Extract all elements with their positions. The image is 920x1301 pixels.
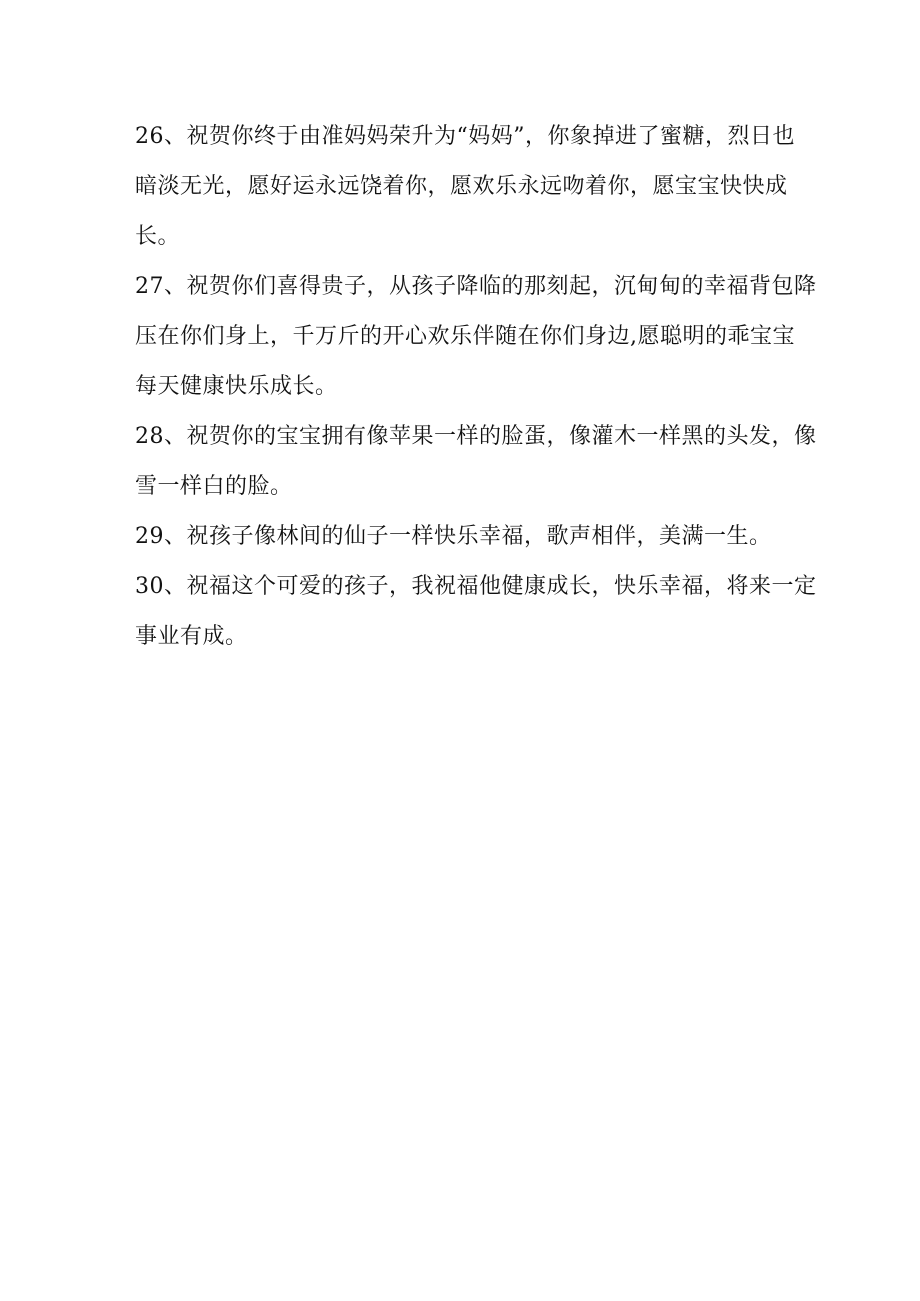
paragraph-line: 雪一样白的脸。 <box>135 474 293 499</box>
paragraph-line: 压在你们身上，千万斤的开心欢乐伴随在你们身边,愿聪明的乖宝宝 <box>135 324 795 349</box>
paragraph-line: 每天健康快乐成长。 <box>135 374 338 399</box>
paragraph-27 <box>135 262 817 412</box>
paragraph-line: 26、祝贺你终于由准妈妈荣升为“妈妈”，你象掉进了蜜糖，烈日也 <box>135 124 795 149</box>
paragraph-line: 27、祝贺你们喜得贵子，从孩子降临的那刻起，沉甸甸的幸福背包降 <box>135 274 817 299</box>
paragraph-line: 29、祝孩子像林间的仙子一样快乐幸福，歌声相伴，美满一生。 <box>135 524 772 549</box>
paragraph-28 <box>135 412 817 512</box>
paragraph-30 <box>135 562 817 662</box>
paragraph-line: 28、祝贺你的宝宝拥有像苹果一样的脸蛋，像灌木一样黑的头发，像 <box>135 424 817 449</box>
paragraph-line: 暗淡无光，愿好运永远饶着你，愿欢乐永远吻着你，愿宝宝快快成 <box>135 174 788 199</box>
paragraph-29 <box>135 512 790 562</box>
paragraph-line: 事业有成。 <box>135 624 248 649</box>
document-body <box>135 112 817 662</box>
paragraph-26 <box>135 112 795 262</box>
paragraph-line: 长。 <box>135 224 181 249</box>
paragraph-line: 30、祝福这个可爱的孩子，我祝福他健康成长，快乐幸福，将来一定 <box>135 574 817 599</box>
